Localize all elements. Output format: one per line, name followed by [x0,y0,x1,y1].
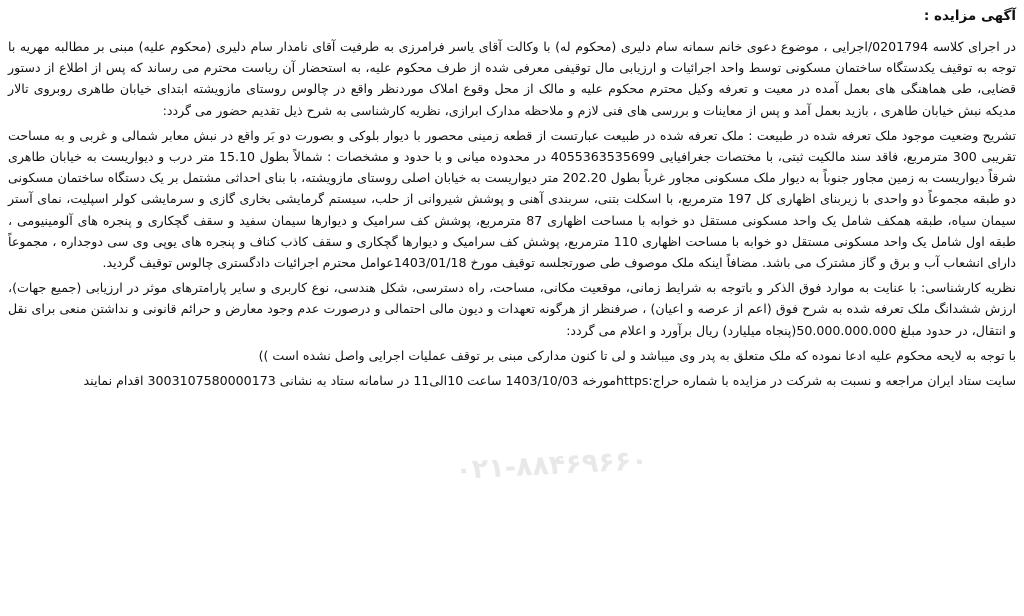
notice-intro-paragraph: در اجرای کلاسه 0201794/اجرایی ، موضوع دعوی خانم سمانه سام دلیری (محکوم له) با وکالت آقای یاسر فرامرزی به طرفیت آقای نامدار سام دلیری (محکوم علیه) مبنی بر مطالبه مهریه با توجه به توقیف یکدستگاه ساختمان مسکونی توسط واحد اجرائیات و ارزیابی مال توقیفی معرفی شده از طرف محکوم علیه، به استحضار آن ریاست محترم می رساند که پس از اطلاع از دستور قضایی، طی هماهنگی های بعمل آمده در معیت و تعرفه وکیل محترم محکوم علیه و مالک از محل وقوع املاک موردنظر واقع در چالوس روستای مازویشته ابتدای خیابان طاهری روبروی تالار مدیکه نبش خیابان طاهری ، بازید بعمل آمد و پس از معاینات و بررسی های فنی لازم و ملاحظه مدارک ابرازی، نظریه کارشناسی به شرح ذیل تقدیم حضور می گردد: [8,39,1016,118]
participation-instructions-paragraph: سایت ستاد ایران مراجعه و نسبت به شرکت در مزایده با شماره حراج:httpsمورخه 1403/10/03 ساعت 10الی11 در سامانه ستاد به نشانی 3003107580000173 اقدام نمایند [83,373,1016,389]
expert-opinion-paragraph: نظریه کارشناسی: با عنایت به موارد فوق الذکر و باتوجه به شرایط زمانی، موقعیت مکانی، مساحت، راه دسترسی، شکل هندسی، نوع کاربری و سایر پارامترهای موثر در ارزیابی (جمیع جهات)، ارزش ششدانگ ملک تعرفه شده به شرح فوق (اعم از عرصه و اعیان) ، صرفنظر از هرگونه تعهدات و دیون مالی احتمالی و درصورت عدم وجود معارض و حرائم قانونی و نداشتن منعی برای نقل و انتقال، در حدود مبلغ 50.000.000.000(پنجاه میلیارد) ریال برآورد و اعلام می گردد: [8,280,1016,338]
objection-note-paragraph: با توجه به لایحه محکوم علیه ادعا نموده که ملک متعلق به پدر وی میباشد و لی تا کنون مدارکی مبنی بر توقف عملیات اجرایی واصل نشده است )) [258,347,1016,363]
property-description-paragraph: تشریح وضعیت موجود ملک تعرفه شده در طبیعت : ملک تعرفه شده در طبیعت عبارتست از قطعه زمینی محصور با دیوار بلوکی و بصورت دو بَر واقع در نبش معابر شمالی و غربی و به مساحت تقریبی 300 مترمربع، فاقد سند مالکیت ثبتی، با مختصات جغرافیایی 4055363535699 در محدوده میانی و با حدود و مشخصات : شمالاً بطول 15.10 متر درب و دیواریست به خیابان طاهری شرقاً دیواریست به زمین مجاور جنوباً به دیوار ملک مسکونی مجاور غرباً بطول 202.20 متر دیواریست به خیابان اصلی روستای مازویشته، با بنای احداثی مشتمل بر یک دستگاه ساختمان مسکونی دو طبقه مجموعاً دو واحدی با زیربنای اظهاری کل 197 مترمربع، با اسکلت بتنی، سربندی آهنی و پوشش شیروانی از حلب، سیستم گرمایشی بخاری گازی و سرمایشی کولر اسپلیت، نمای آستر سیمان سیاه، طبقه همکف شامل یک واحد مسکونی مستقل دو خوابه با مساحت اظهاری 87 مترمربع، پوشش کف سرامیک و دیوارها سیمان سفید و سقف گچکاری و پنجره های آلومینیومی ، طبقه اول شامل یک واحد مسکونی مستقل دو خوابه با مساحت اظهاری 110 مترمربع، پوشش کف سرامیک و دیوارها گچکاری و سقف کاذب کناف و پنجره های یوپی وی سی دوجداره ، مجموعاً دارای انشعاب آب و برق و گاز مشترک می باشد. مضافاً اینکه ملک موصوف طی صورتجلسه توقیف مورخ 1403/01/18عوامل محترم اجرائیات دادگستری چالوس توقیف گردید. [8,127,1016,271]
phone-watermark: ۰۲۱-۸۸۴۶۹۶۶۰ [454,444,649,487]
notice-title: آگهی مزایده : [923,8,1016,24]
